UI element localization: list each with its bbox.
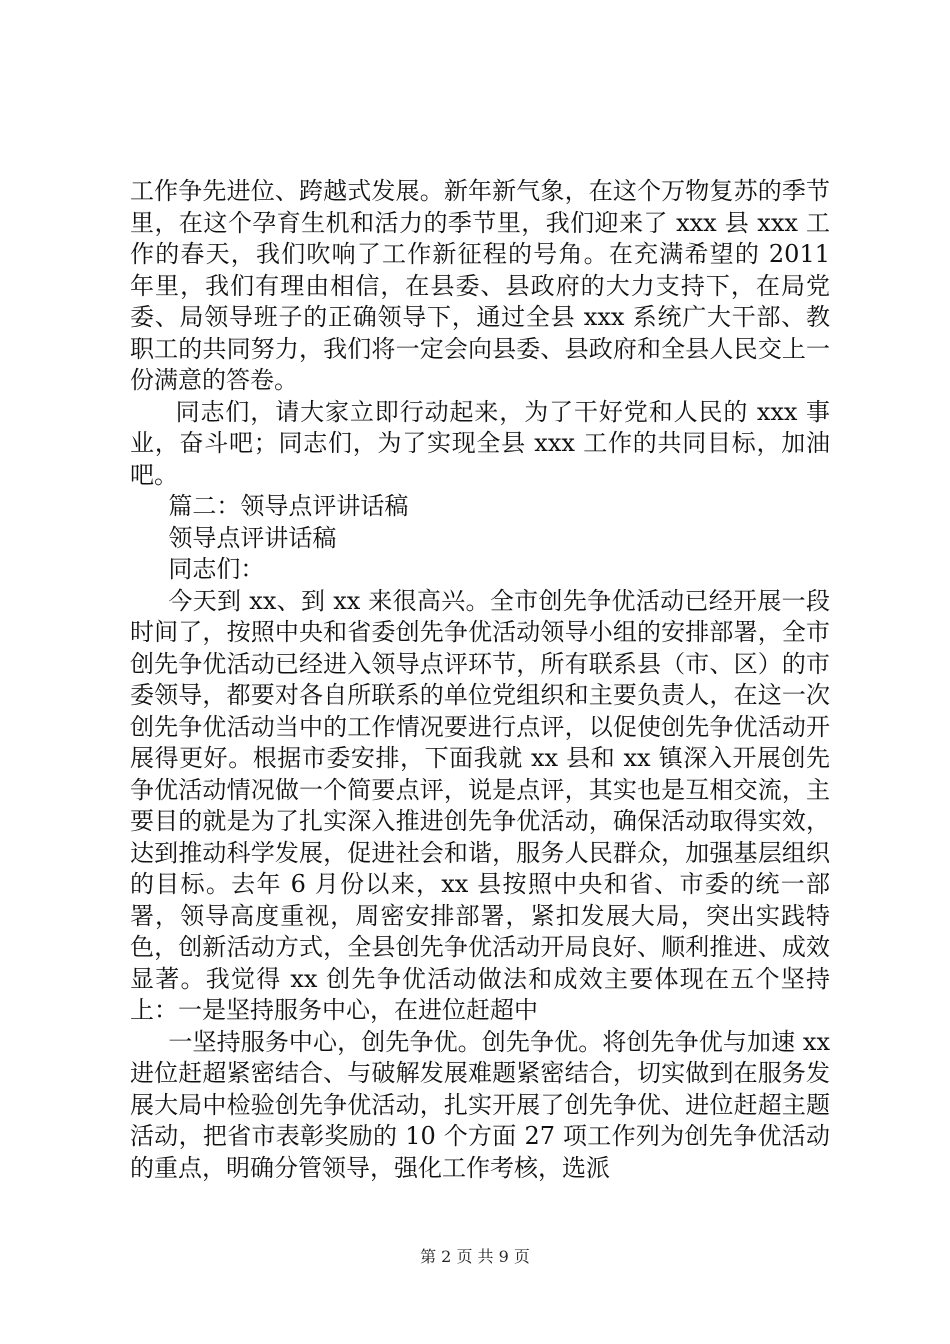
document-title: 领导点评讲话稿 bbox=[168, 523, 337, 552]
paragraph-first-point: 一坚持服务中心，创先争优。创先争优。将创先争优与加速 xx 进位赶超紧密结合、与破解发展难题紧密结合，切实做到在服务发展大局中检验创先争优活动，扎实开展了创先争优、进位赶超主题活动，把省市表彰奖励的 10 个方面 27 项工作列为创先争优活动的重点，明确分管领导，强化工作考核，选派 bbox=[130, 1027, 830, 1182]
salutation: 同志们： bbox=[168, 555, 265, 583]
paragraph-closing-call: 同志们，请大家立即行动起来，为了干好党和人民的 xxx 事业，奋斗吧；同志们，为了实现全县 xxx 工作的共同目标，加油吧。 bbox=[130, 397, 830, 489]
paragraph-continuation: 工作争先进位、跨越式发展。新年新气象，在这个万物复苏的季节里，在这个孕育生机和活力的季节里，我们迎来了 xxx 县 xxx 工作的春天，我们吹响了工作新征程的号角。在充满希望的 2011 年里，我们有理由相信，在县委、县政府的大力支持下，在局党委、局领导班子的正确领导下，通过全县 xxx 系统广大干部、教职工的共同努力，我们将一定会向县委、县政府和全县人民交上一份满意的答卷。 bbox=[130, 177, 830, 394]
page-number-footer: 第 2 页 共 9 页 bbox=[420, 1247, 530, 1266]
paragraph-speech-body: 今天到 xx、到 xx 来很高兴。全市创先争优活动已经开展一段时间了，按照中央和省委创先争优活动领导小组的安排部署，全市创先争优活动已经进入领导点评环节，所有联系县（市、区）的市委领导，都要对各自所联系的单位党组织和主要负责人，在这一次创先争优活动当中的工作情况要进行点评，以促使创先争优活动开展得更好。根据市委安排，下面我就 xx 县和 xx 镇深入开展创先争优活动情况做一个简要点评，说是点评，其实也是互相交流，主要目的就是为了扎实深入推进创先争优活动，确保活动取得实效，达到推动科学发展，促进社会和谐，服务人民群众，加强基层组织的目标。去年 6 月份以来，xx 县按照中央和省、市委的统一部署，领导高度重视，周密安排部署，紧扣发展大局，突出实践特色，创新活动方式，全县创先争优活动开局良好、顺利推进、成效显著。我觉得 xx 创先争优活动做法和成效主要体现在五个坚持上：一是坚持服务中心，在进位赶超中 bbox=[130, 586, 830, 1024]
section-heading: 篇二：领导点评讲话稿 bbox=[168, 492, 409, 520]
document-body bbox=[130, 176, 830, 1184]
